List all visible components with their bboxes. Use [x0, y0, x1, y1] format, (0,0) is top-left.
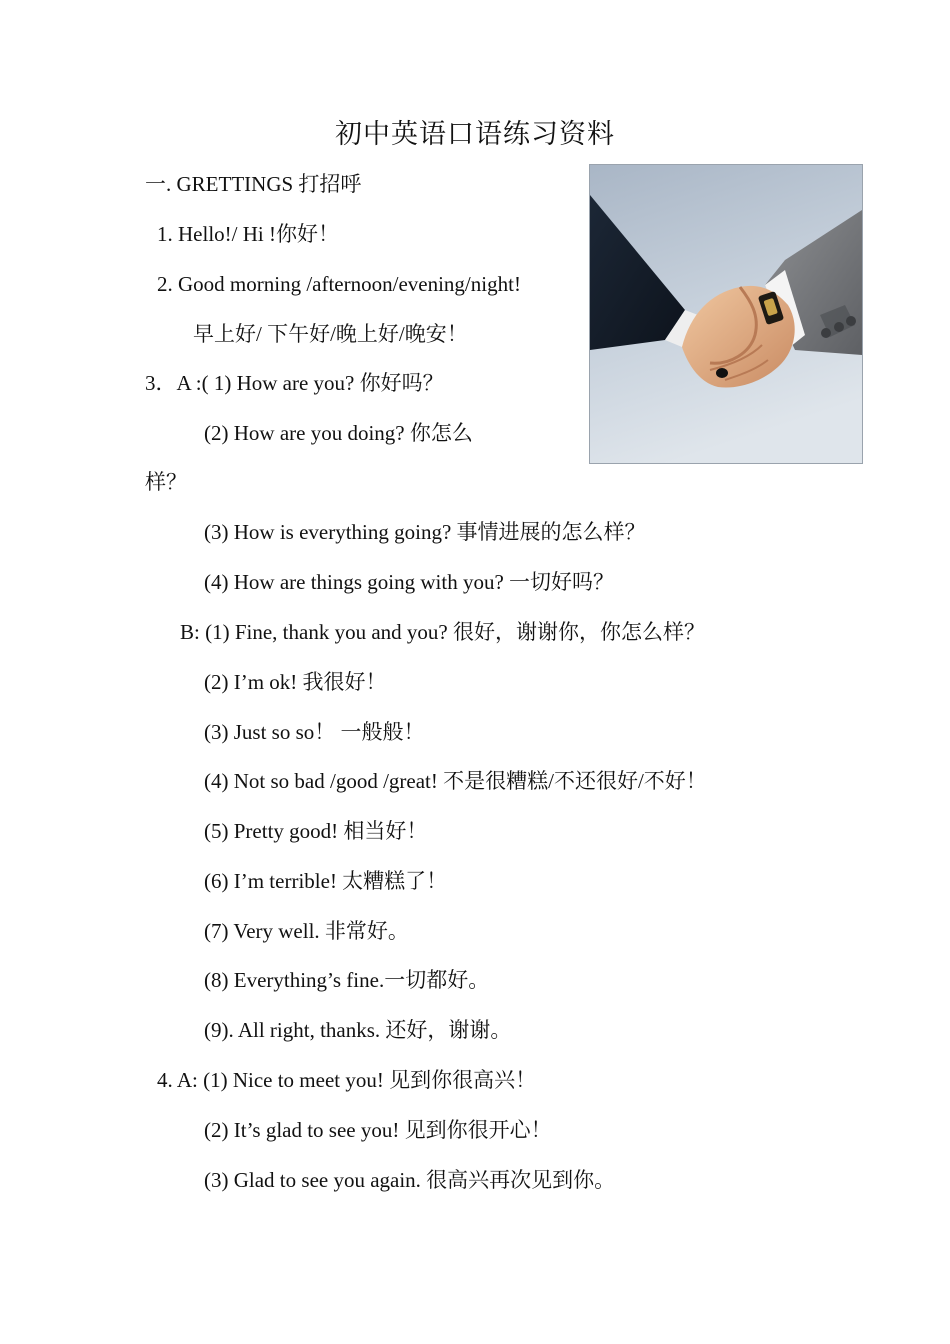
- phrase-line: 1. Hello!/ Hi !你好！: [157, 222, 339, 246]
- phrase-line: (6) I’m terrible! 太糟糕了！: [204, 869, 448, 893]
- phrase-line: (4) Not so bad /good /great! 不是很糟糕/不还很好/不好！: [204, 769, 707, 793]
- section-heading-greetings: 一. GRETTINGS 打招呼: [145, 172, 362, 196]
- phrase-line: (3) Glad to see you again. 很高兴再次见到你。: [204, 1168, 616, 1192]
- phrase-line: (3) How is everything going? 事情进展的怎么样？: [204, 520, 646, 544]
- page-title: 初中英语口语练习资料: [335, 119, 615, 149]
- phrase-line: (3) Just so so！ 一般般！: [204, 720, 425, 744]
- phrase-line: (2) How are you doing? 你怎么: [204, 421, 473, 445]
- phrase-line: (4) How are things going with you? 一切好吗？: [204, 570, 615, 594]
- phrase-line: 样？: [145, 470, 187, 494]
- phrase-line: 2. Good morning /afternoon/evening/night!: [157, 272, 521, 296]
- phrase-line: 3．A :( 1) How are you? 你好吗？: [145, 371, 444, 395]
- phrase-line: 4. A: (1) Nice to meet you! 见到你很高兴！: [157, 1068, 537, 1092]
- phrase-line: B: (1) Fine, thank you and you? 很好，谢谢你，你怎么样？: [180, 620, 705, 644]
- phrase-line: (2) I’m ok! 我很好！: [204, 670, 387, 694]
- handshake-photo-icon: [589, 164, 863, 464]
- phrase-line: (9). All right, thanks. 还好，谢谢。: [204, 1018, 512, 1042]
- phrase-line: (7) Very well. 非常好。: [204, 919, 409, 943]
- phrase-line: (5) Pretty good! 相当好！: [204, 819, 428, 843]
- phrase-line: (2) It’s glad to see you! 见到你很开心！: [204, 1118, 552, 1142]
- phrase-line: 早上好/ 下午好/晚上好/晚安！: [193, 322, 468, 346]
- phrase-line: (8) Everything’s fine.一切都好。: [204, 968, 490, 992]
